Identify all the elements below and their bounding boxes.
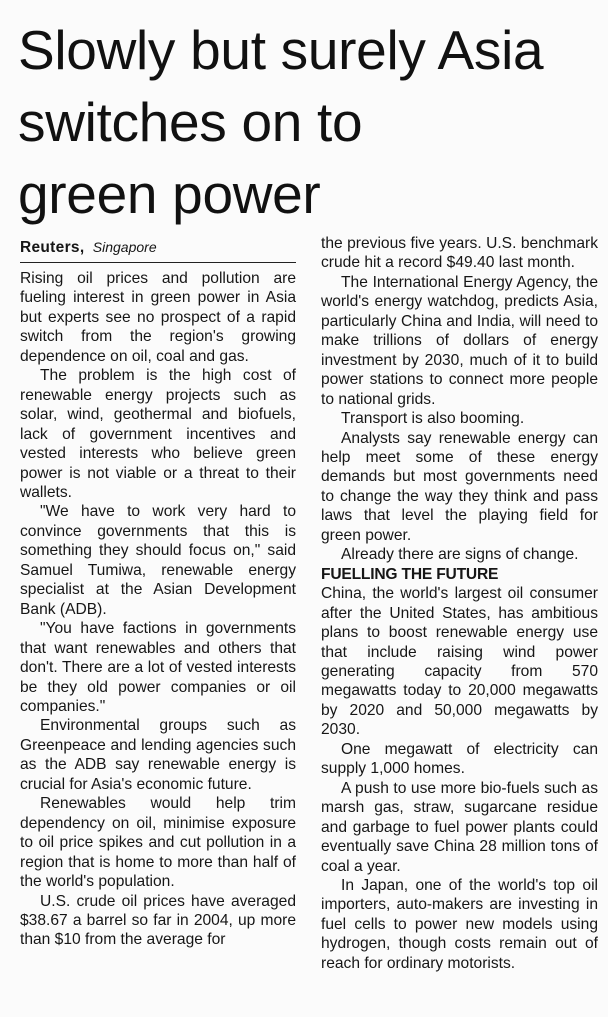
headline-line: green power <box>18 163 321 225</box>
article-paragraph: One megawatt of electricity can supply 1,000 homes. <box>321 740 598 778</box>
article-paragraph: Already there are signs of change. <box>341 546 579 564</box>
article-paragraph: "You have factions in governments that want renewables and others that don't. There are a lot of vested interests be they old power companies or oil companies." <box>20 620 296 715</box>
byline-agency: Reuters, <box>20 239 85 256</box>
article-paragraph: The International Energy Agency, the world's energy watchdog, predicts Asia, particularly China and India, will need to make trillions of dollars of energy investment by 2030, much of it to build power stations to connect more people to national grids. <box>321 273 598 408</box>
article-paragraph: U.S. crude oil prices have averaged $38.67 a barrel so far in 2004, up more than $10 from the average for <box>20 892 296 949</box>
headline-line: Slowly but surely Asia <box>18 19 544 81</box>
article-paragraph: Analysts say renewable energy can help meet some of these energy demands but most governments need to change the way they think and pass laws that level the playing field for green power. <box>321 429 598 544</box>
article-column-left <box>20 234 296 950</box>
article-paragraph: Environmental groups such as Greenpeace and lending agencies such as the ADB say renewable energy is crucial for Asia's economic future. <box>20 717 296 793</box>
article-paragraph: In Japan, one of the world's top oil importers, auto-makers are investing in fuel cells to power new models using hydrogen, though costs remain out of reach for ordinary motorists. <box>321 876 598 972</box>
article-column-right <box>321 234 598 973</box>
byline-location: Singapore <box>92 239 157 255</box>
headline-line: switches on to <box>18 91 363 153</box>
article-paragraph: Rising oil prices and pollution are fueling interest in green power in Asia but experts see no prospect of a rapid switch from the region's growing dependence on oil, coal and gas. <box>20 270 296 365</box>
article-paragraph: the previous five years. U.S. benchmark crude hit a record $49.40 last month. <box>321 235 598 272</box>
article-paragraph: "We have to work very hard to convince governments that this is something they should focus on," said Samuel Tumiwa, renewable energy specialist at the Asian Development Bank (ADB). <box>20 503 296 618</box>
headline <box>18 14 593 230</box>
article-paragraph: Transport is also booming. <box>341 410 525 428</box>
article-paragraph: A push to use more bio-fuels such as marsh gas, straw, sugarcane residue and garbage to fuel power plants could eventually save China 28 million tons of coal a year. <box>321 779 598 875</box>
article-paragraph: The problem is the high cost of renewable energy projects such as solar, wind, geothermal and biofuels, lack of government incentives and vested interests who believe green power is not viable or a threat to their wallets. <box>20 367 296 501</box>
byline <box>20 234 296 263</box>
section-subheading: FUELLING THE FUTURE <box>321 565 499 583</box>
article-paragraph: Renewables would help trim dependency on oil, minimise exposure to oil price spikes and cut pollution in a region that is home to more than half of the world's population. <box>20 795 296 891</box>
article-paragraph: China, the world's largest oil consumer after the United States, has ambitious plans to boost renewable energy use that include raising wind power generating capacity from 570 megawatts today to 20,000 megawatts by 2020 and 50,000 megawatts by 2030. <box>321 585 598 739</box>
